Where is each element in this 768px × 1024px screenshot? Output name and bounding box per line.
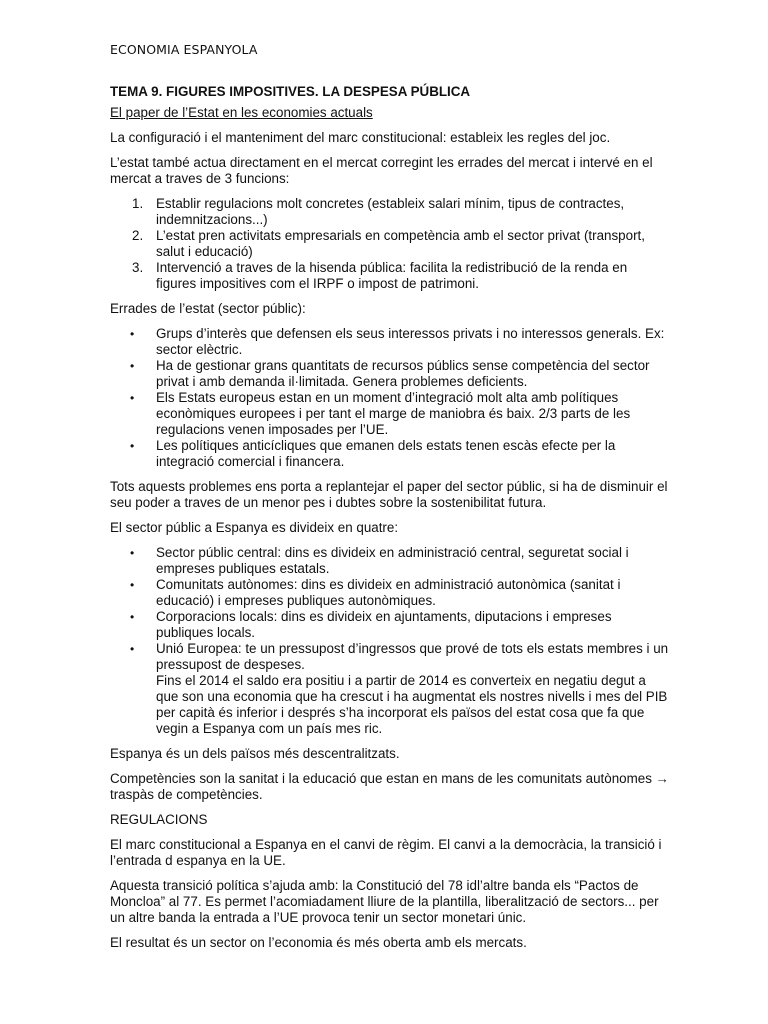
- bullet-icon: •: [130, 610, 135, 624]
- paragraph: Tots aquests problemes ens porta a replantejar el paper del sector públic, si ha de disminuir el seu poder a traves de un menor pes i dubtes sobre la sostenibilitat futura.: [110, 479, 668, 510]
- list-item-text: Intervenció a traves de la hisenda pública: facilita la redistribució de la renda en figures impositives com el IRPF o impost de patrimoni.: [156, 260, 628, 291]
- bullet-icon: •: [130, 439, 135, 453]
- paragraph: El resultat és un sector on l’economia és més oberta amb els mercats.: [110, 935, 527, 950]
- list-item: [110, 390, 670, 438]
- section-title: TEMA 9. FIGURES IMPOSITIVES. LA DESPESA PÚBLICA: [110, 84, 471, 99]
- bullet-icon: •: [130, 578, 135, 592]
- list-item-text: Establir regulacions molt concretes (estableix salari mínim, tipus de contractes, indemnitzacions...): [156, 196, 625, 227]
- paragraph: El marc constitucional a Espanya en el canvi de règim. El canvi a la democràcia, la transició i l’entrada d espanya en la UE.: [110, 837, 662, 868]
- list-item: [110, 577, 670, 609]
- bullet-icon: •: [130, 391, 135, 405]
- list-item-text: Corporacions locals: dins es divideix en ajuntaments, diputacions i empreses publiques locals.: [156, 609, 612, 640]
- list-item: [110, 641, 670, 737]
- section-subtitle: El paper de l’Estat en les economies actuals: [110, 105, 373, 120]
- list-item-text: Les polítiques anticícliques que emanen dels estats tenen escàs efecte per la integració comercial i financera.: [156, 438, 616, 469]
- list-item: [110, 228, 670, 260]
- list-item: [110, 545, 670, 577]
- list-item-text: Grups d’interès que defensen els seus interessos privats i no interessos generals. Ex: sector elèctric.: [156, 326, 665, 357]
- paragraph: El sector públic a Espanya es divideix en quatre:: [110, 520, 399, 535]
- paragraph: L’estat també actua directament en el mercat corregint les errades del mercat i intervé en el mercat a traves de 3 funcions:: [110, 155, 653, 186]
- list-item: [110, 326, 670, 358]
- list-item: [110, 196, 670, 228]
- list-item-continuation: Fins el 2014 el saldo era positiu i a partir de 2014 es converteix en negatiu degut a que son una economia que ha crescut i ha augmentat els nostres nivells i mes del PIB per capità és inferior i després s’ha incorporat els països del estat cosa que fa que vegin a Espanya com un país mes ric.: [156, 673, 668, 736]
- list-number: 1.: [132, 196, 144, 211]
- bullet-icon: •: [130, 546, 135, 560]
- list-item-text: Comunitats autònomes: dins es divideix en administració autonòmica (sanitat i educació) i empreses publiques autonòmiques.: [156, 577, 621, 608]
- list-item: [110, 260, 670, 292]
- list-item-text: Ha de gestionar grans quantitats de recursos públics sense competència del sector privat i amb demanda il·limitada. Genera problemes deficients.: [156, 358, 650, 389]
- document-body: [110, 84, 670, 960]
- list-number: 2.: [132, 228, 144, 243]
- list-item: [110, 358, 670, 390]
- functions-list: [110, 196, 670, 292]
- paragraph: La configuració i el manteniment del marc constitucional: estableix les regles del joc.: [110, 130, 611, 145]
- paragraph: Aquesta transició política s’ajuda amb: la Constitució del 78 idl’altre banda els “Pactos de Moncloa” al 77. Es permet l’acomiadament lliure de la plantilla, liberalització de sectors... per un altre banda la entrada a l’UE provoca tenir un sector monetari únic.: [110, 878, 659, 925]
- bullet-icon: •: [130, 327, 135, 341]
- list-item: [110, 438, 670, 470]
- paragraph: Errades de l’estat (sector públic):: [110, 301, 306, 316]
- paragraph: Competències son la sanitat i la educació que estan en mans de les comunitats autònomes → traspàs de competències.: [110, 771, 670, 802]
- bullet-icon: •: [130, 359, 135, 373]
- errors-list: [110, 326, 670, 470]
- bullet-icon: •: [130, 642, 135, 656]
- list-item-text: Els Estats europeus estan en un moment d’integració molt alta amb polítiques econòmiques europees i per tant el marge de maniobra és baix. 2/3 parts de les regulacions venen imposades per l’UE.: [156, 390, 631, 437]
- paragraph: Espanya és un dels països més descentralitzats.: [110, 746, 400, 761]
- page-header: ECONOMIA ESPANYOLA: [110, 42, 258, 57]
- list-number: 3.: [132, 260, 144, 275]
- list-item: [110, 609, 670, 641]
- section-heading: REGULACIONS: [110, 812, 208, 827]
- list-item-text: Sector públic central: dins es divideix en administració central, seguretat social i empreses publiques estatals.: [156, 545, 629, 576]
- list-item-text: L’estat pren activitats empresarials en competència amb el sector privat (transport, salut i educació): [156, 228, 645, 259]
- list-item-text: Unió Europea: te un pressupost d’ingressos que prové de tots els estats membres i un pressupost de despeses.: [156, 641, 669, 672]
- public-sector-list: [110, 545, 670, 737]
